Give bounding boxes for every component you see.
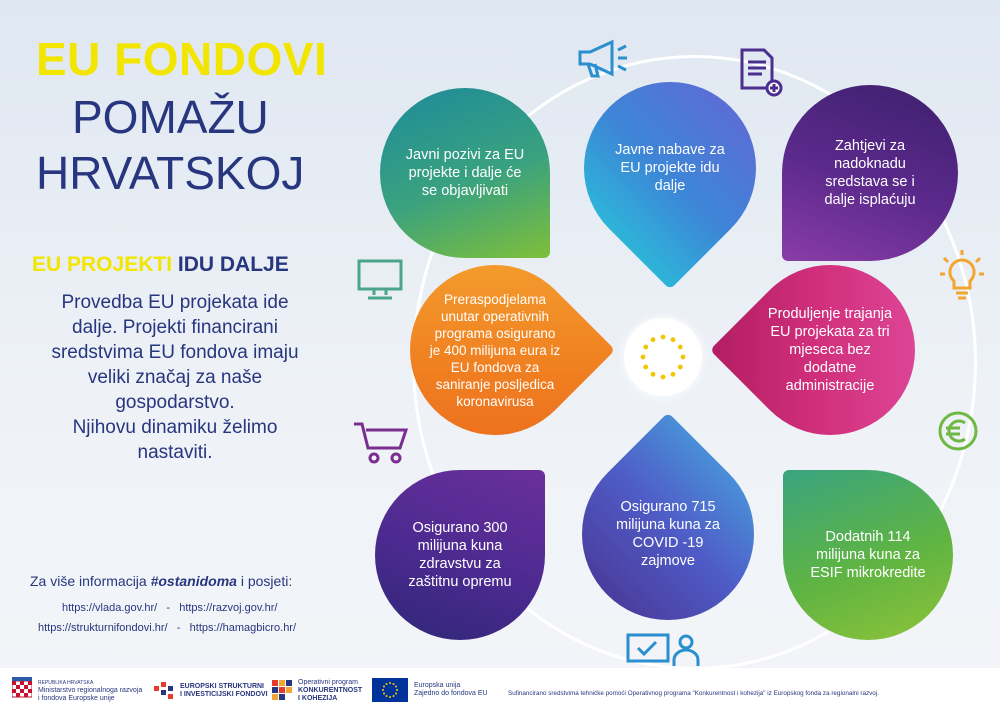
- title-line-2: POMAŽU: [72, 91, 269, 143]
- petal-text: Osigurano 300 milijuna kuna zdravstvu za zaštitnu opremu: [408, 520, 512, 590]
- body-line: dalje. Projekti financirani: [72, 317, 278, 338]
- gov-line-2: Ministarstvo regionalnoga razvoja: [38, 687, 143, 694]
- petal-text: Javne nabave za EU projekte idu dalje: [615, 142, 725, 194]
- cofinancing-note: Sufinancirano sredstvima tehničke pomoći Operativnog programa "Konkurentnost i kohezija" iz Europskog fonda za regionalni razvoj.: [508, 690, 879, 697]
- subtitle-rest: IDU DALJE: [177, 253, 289, 276]
- more-info-prefix: Za više informacija: [30, 573, 147, 589]
- links-row-1: [62, 602, 277, 614]
- eu-flag-small-icon: [372, 678, 408, 707]
- petal-text: Javni pozivi za EU projekte i dalje će se objavljivati: [405, 147, 525, 199]
- op-text: [298, 679, 362, 703]
- gov-line-1: REPUBLIKA HRVATSKA: [38, 680, 94, 686]
- eu-line-2: Zajedno do fondova EU: [414, 690, 488, 697]
- petal-health: [375, 470, 545, 640]
- croatia-coat-icon: [12, 677, 32, 708]
- title-line-3: HRVATSKOJ: [36, 147, 305, 199]
- petal-text: Zahtjevi za nadoknadu sredstava se i dalje isplaćuju: [824, 138, 916, 208]
- footer: [0, 668, 1000, 715]
- subtitle-highlight: EU PROJEKTI: [32, 253, 173, 276]
- body-line: Provedba EU projekata ide: [61, 292, 289, 313]
- cart-icon: [352, 420, 412, 471]
- op-logo-icon: [272, 680, 292, 705]
- op-line-3: I KOHEZIJA: [298, 695, 338, 702]
- lightbulb-icon: [938, 248, 986, 309]
- gov-text: [38, 679, 142, 703]
- petal-microcredits: [783, 470, 953, 640]
- link-razvoj[interactable]: https://razvoj.gov.hr/: [179, 602, 278, 614]
- esif-logo-icon: [152, 678, 176, 707]
- eu-text: [414, 682, 488, 698]
- petal-text: Osigurano 715 milijuna kuna za COVID -19 zajmove: [616, 499, 720, 569]
- op-line-1: Operativni program: [298, 679, 358, 686]
- op-line-2: KONKURENTNOST: [298, 687, 363, 694]
- links-row-2: [38, 622, 296, 634]
- link-hamag[interactable]: https://hamagbicro.hr/: [189, 622, 297, 634]
- body-line: veliki značaj za naše: [87, 367, 263, 388]
- petal-text: Produljenje trajanja EU projekata za tri mjeseca bez dodatne administracije: [767, 306, 893, 394]
- link-strukturni[interactable]: https://strukturnifondovi.hr/: [38, 622, 168, 634]
- body-text: [30, 290, 320, 465]
- megaphone-icon: [574, 36, 630, 87]
- link-vlada[interactable]: https://vlada.gov.hr/: [62, 602, 158, 614]
- petal-public-calls: [380, 88, 550, 258]
- more-info: [30, 573, 292, 589]
- link-separator: -: [166, 602, 171, 614]
- euro-icon: [932, 405, 982, 462]
- body-line: nastaviti.: [137, 442, 213, 463]
- body-line: Njihovu dinamiku želimo: [72, 417, 278, 438]
- subtitle: [32, 253, 289, 277]
- more-info-suffix: i posjeti:: [240, 573, 293, 589]
- petal-reimbursement: [782, 85, 958, 261]
- petal-text: Dodatnih 114 milijuna kuna za ESIF mikrokredite: [810, 529, 926, 581]
- esif-line-2: I INVESTICIJSKI FONDOVI: [180, 691, 268, 698]
- link-separator: -: [176, 622, 181, 634]
- more-info-hashtag[interactable]: #ostanidoma: [150, 573, 237, 589]
- gov-line-3: i fondova Europske unije: [38, 695, 115, 702]
- esif-line-1: EUROPSKI STRUKTURNI: [180, 683, 265, 690]
- eu-flag-icon: [624, 318, 702, 396]
- petal-text: Preraspodjelama unutar operativnih programa osigurano je 400 milijuna eura iz EU fondova za saniranje posljedica koronavirusa: [429, 291, 561, 409]
- body-line: gospodarstvo.: [115, 392, 235, 413]
- monitor-icon: [356, 258, 404, 307]
- body-line: sredstvima EU fondova imaju: [51, 342, 299, 363]
- eu-line-1: Europska unija: [414, 682, 461, 689]
- title-line-1: EU FONDOVI: [36, 33, 328, 85]
- document-icon: [738, 46, 784, 103]
- esif-text: [180, 683, 268, 699]
